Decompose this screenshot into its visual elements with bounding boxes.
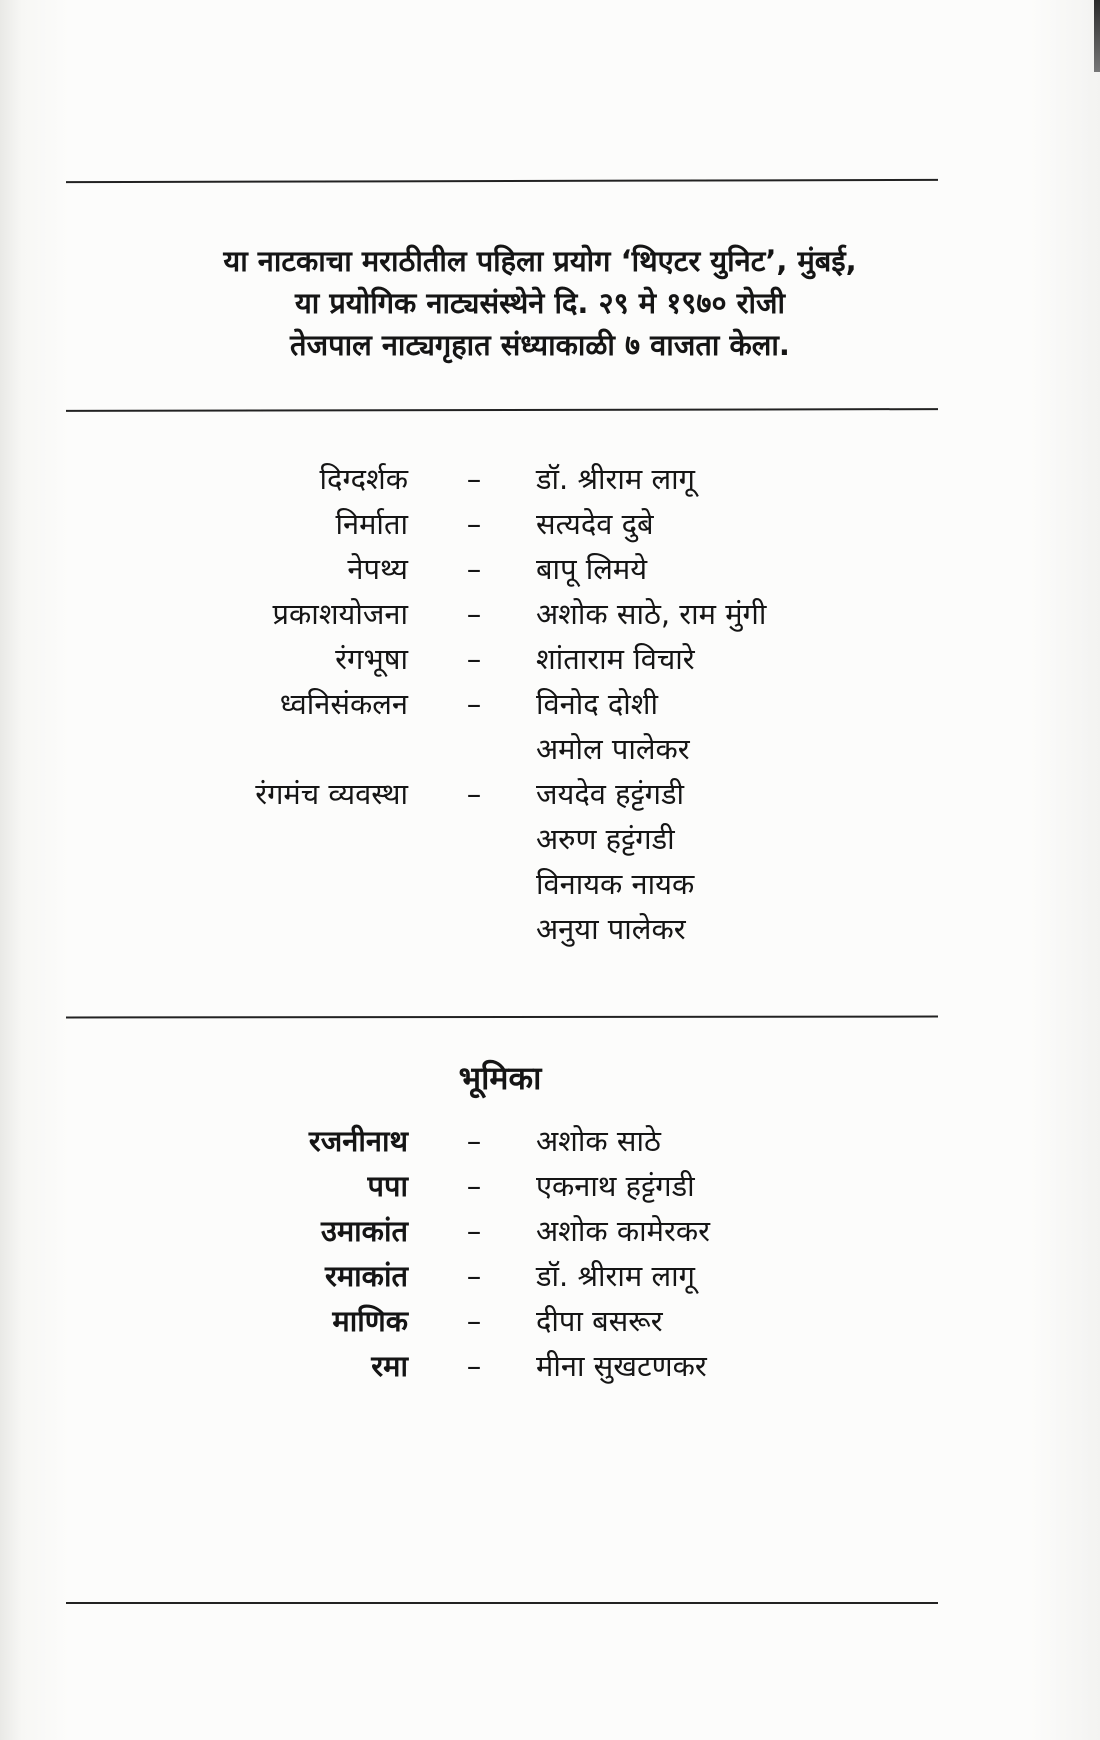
cast-row xyxy=(150,1259,910,1293)
credit-names xyxy=(536,507,654,541)
intro-line: या नाटकाचा मराठीतील पहिला प्रयोग ‘थिएटर युनिट’, मुंबई, xyxy=(223,244,857,278)
cast-actor: अशोक साठे xyxy=(536,1124,661,1158)
credits-top-rule xyxy=(66,408,938,412)
bottom-rule xyxy=(66,1602,938,1604)
cast-dash: – xyxy=(466,1349,482,1383)
credit-name: विनायक नायक xyxy=(536,867,695,901)
credit-name: शांताराम विचारे xyxy=(536,642,695,676)
cast-dash: – xyxy=(466,1169,482,1203)
credit-role: रंगभूषा xyxy=(335,642,408,676)
credit-row-sound xyxy=(150,687,910,766)
credit-row-lighting xyxy=(150,597,910,631)
credit-role: दिग्दर्शक xyxy=(319,462,408,496)
cast-row xyxy=(150,1124,910,1158)
cast-row xyxy=(150,1304,910,1338)
credit-name: अशोक साठे, राम मुंगी xyxy=(536,597,767,631)
cast-actor: मीना सुखटणकर xyxy=(536,1349,707,1383)
credit-names xyxy=(536,462,695,496)
credit-name: विनोद दोशी xyxy=(536,687,658,721)
top-rule xyxy=(66,179,938,183)
credit-names xyxy=(536,777,694,946)
page-edge-shadow xyxy=(1094,0,1100,72)
cast-role: पपा xyxy=(367,1169,408,1203)
intro-line: या प्रयोगिक नाट्यसंस्थेने दि. २९ मे १९७० रोजी xyxy=(294,286,786,320)
credit-name: अरुण हट्टंगडी xyxy=(536,822,675,856)
cast-actor: एकनाथ हट्टंगडी xyxy=(536,1169,695,1203)
cast-actor: अशोक कामेरकर xyxy=(536,1214,710,1248)
credit-role: निर्माता xyxy=(335,507,408,541)
credit-names xyxy=(536,687,690,766)
credit-row-director xyxy=(150,462,910,496)
credit-name: बापू लिमये xyxy=(536,552,648,586)
cast-list xyxy=(150,1124,910,1394)
credit-dash: – xyxy=(466,642,482,676)
cast-dash: – xyxy=(466,1304,482,1338)
cast-row xyxy=(150,1214,910,1248)
credit-dash: – xyxy=(466,597,482,631)
cast-role: रमाकांत xyxy=(324,1259,408,1293)
credit-role: रंगमंच व्यवस्था xyxy=(255,777,408,811)
credit-row-stage-management xyxy=(150,777,910,946)
cast-dash: – xyxy=(466,1259,482,1293)
credit-role: ध्वनिसंकलन xyxy=(279,687,408,721)
cast-role: रजनीनाथ xyxy=(308,1124,408,1158)
credit-role: नेपथ्य xyxy=(347,552,408,586)
credit-names xyxy=(536,552,647,586)
credit-role: प्रकाशयोजना xyxy=(272,597,408,631)
cast-actor: डॉ. श्रीराम लागू xyxy=(536,1259,695,1293)
credit-name: सत्यदेव दुबे xyxy=(536,507,654,541)
credit-name: जयदेव हट्टंगडी xyxy=(536,777,685,811)
cast-dash: – xyxy=(466,1124,482,1158)
credit-dash: – xyxy=(466,777,482,811)
credit-row-producer xyxy=(150,507,910,541)
credit-dash: – xyxy=(466,507,482,541)
credit-dash: – xyxy=(466,687,482,721)
credit-name: अनुया पालेकर xyxy=(536,912,686,946)
credit-dash: – xyxy=(466,552,482,586)
intro-line: तेजपाल नाट्यगृहात संध्याकाळी ७ वाजता केला. xyxy=(290,328,790,362)
credit-row-makeup xyxy=(150,642,910,676)
credit-dash: – xyxy=(466,462,482,496)
first-performance-note xyxy=(120,240,960,366)
credit-row-set-design xyxy=(150,552,910,586)
cast-row xyxy=(150,1349,910,1383)
credits-list xyxy=(150,462,910,957)
credit-names xyxy=(536,642,695,676)
cast-role: माणिक xyxy=(332,1304,408,1338)
cast-role: उमाकांत xyxy=(320,1214,408,1248)
cast-actor: दीपा बसरूर xyxy=(536,1304,663,1338)
credit-name: डॉ. श्रीराम लागू xyxy=(536,462,695,496)
cast-heading: भूमिका xyxy=(458,1059,542,1097)
cast-role: रमा xyxy=(371,1349,408,1383)
cast-dash: – xyxy=(466,1214,482,1248)
cast-top-rule xyxy=(66,1016,938,1019)
credit-names xyxy=(536,597,766,631)
credit-name: अमोल पालेकर xyxy=(536,732,690,766)
cast-row xyxy=(150,1169,910,1203)
